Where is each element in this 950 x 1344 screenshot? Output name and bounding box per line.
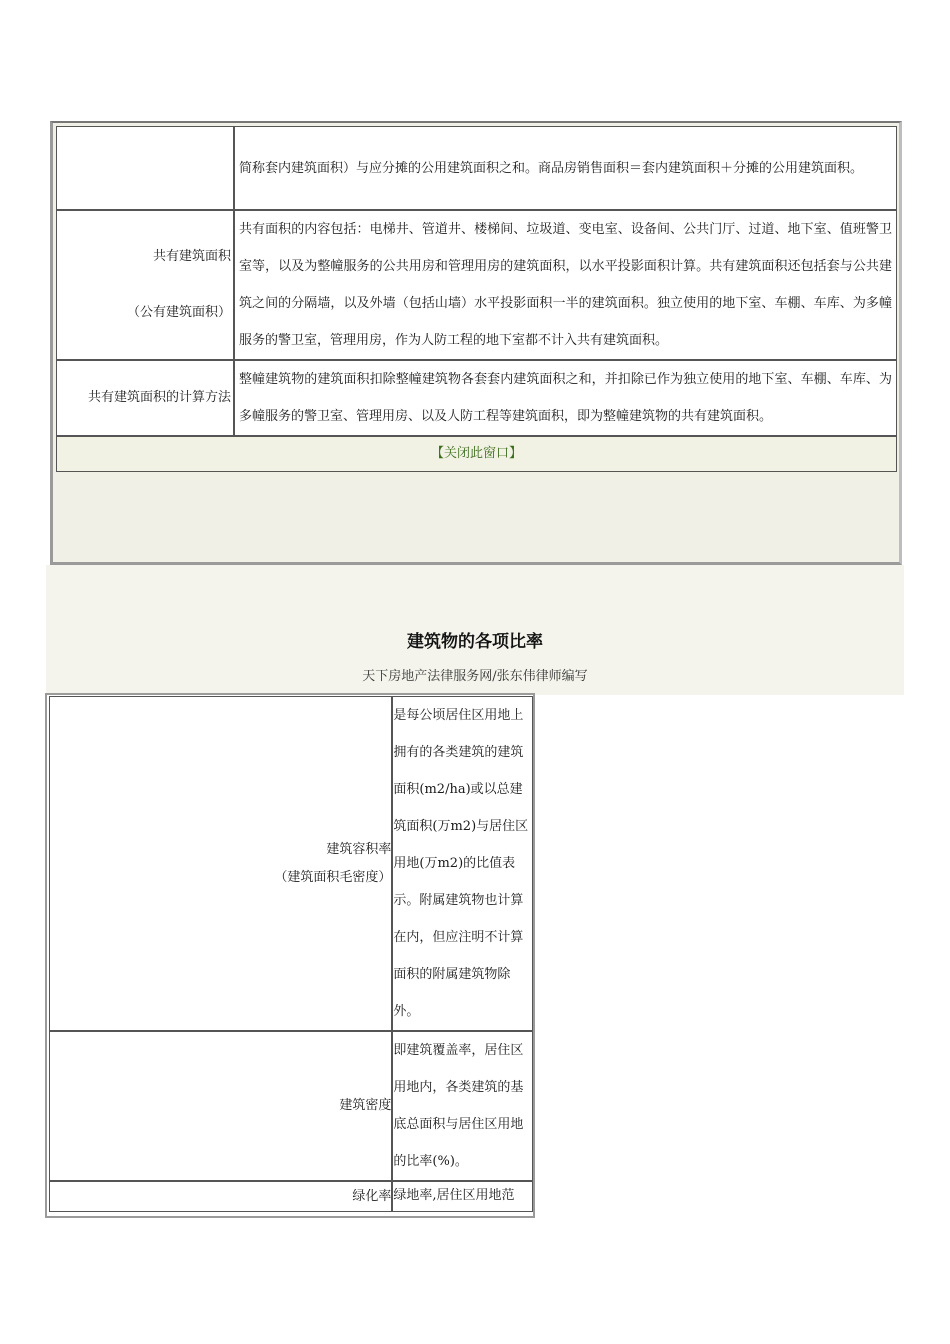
table-row: [56, 210, 897, 360]
section-title: 建筑物的各项比率: [407, 632, 543, 652]
table-row: [49, 1181, 533, 1212]
table-row: [56, 126, 897, 210]
label-line: 共有建筑面积: [152, 249, 231, 264]
close-cell: [56, 436, 897, 472]
label-line: 建筑容积率: [326, 841, 392, 857]
row-text: 绿地率,居住区用地范: [392, 1181, 533, 1212]
row-label: [49, 696, 392, 1031]
row-label: [49, 1031, 392, 1181]
row-label: [56, 360, 234, 436]
label-line: （建筑面积毛密度）: [274, 869, 392, 885]
label-line: （公有建筑面积）: [126, 305, 231, 320]
section-header: [46, 565, 904, 695]
close-window-link[interactable]: 【关闭此窗口】: [430, 446, 522, 461]
row-label: [49, 1181, 392, 1212]
section-subtitle: 天下房地产法律服务网/张东伟律师编写: [362, 669, 588, 684]
label-line: 建筑密度: [339, 1098, 392, 1113]
row-text: 即建筑覆盖率，居住区用地内，各类建筑的基底总面积与居住区用地的比率(%)。: [392, 1031, 533, 1181]
ratios-table-frame: [45, 693, 535, 1218]
definitions-table: [56, 126, 897, 472]
table-row: [56, 436, 897, 472]
definitions-table-frame: [50, 121, 902, 565]
row-text: 简称套内建筑面积）与应分摊的公用建筑面积之和。商品房销售面积＝套内建筑面积＋分摊的公用建筑面积。: [234, 126, 897, 210]
ratios-table: [49, 696, 533, 1212]
label-line: 绿化率: [352, 1188, 392, 1204]
table-row: [49, 1031, 533, 1181]
table-row: [56, 360, 897, 436]
row-text: 共有面积的内容包括：电梯井、管道井、楼梯间、垃圾道、变电室、设备间、公共门厅、过道、地下室、值班警卫室等，以及为整幢服务的公共用房和管理用房的建筑面积，以水平投影面积计算。共有建筑面积还包括套与公共建筑之间的分隔墙，以及外墙（包括山墙）水平投影面积一半的建筑面积。独立使用的地下室、车棚、车库、为多幢服务的警卫室，管理用房，作为人防工程的地下室都不计入共有建筑面积。: [234, 210, 897, 360]
row-label: [56, 210, 234, 360]
table-row: [49, 696, 533, 1031]
row-label-empty: [56, 126, 234, 210]
row-text: 是每公顷居住区用地上拥有的各类建筑的建筑面积(m2/ha)或以总建筑面积(万m2)与居住区用地(万m2)的比值表示。附属建筑物也计算在内，但应注明不计算面积的附属建筑物除外。: [392, 696, 533, 1031]
label-line: 共有建筑面积的计算方法: [87, 390, 231, 405]
row-text: 整幢建筑物的建筑面积扣除整幢建筑物各套套内建筑面积之和，并扣除已作为独立使用的地下室、车棚、车库、为多幢服务的警卫室、管理用房、以及人防工程等建筑面积，即为整幢建筑物的共有建筑面积。: [234, 360, 897, 436]
